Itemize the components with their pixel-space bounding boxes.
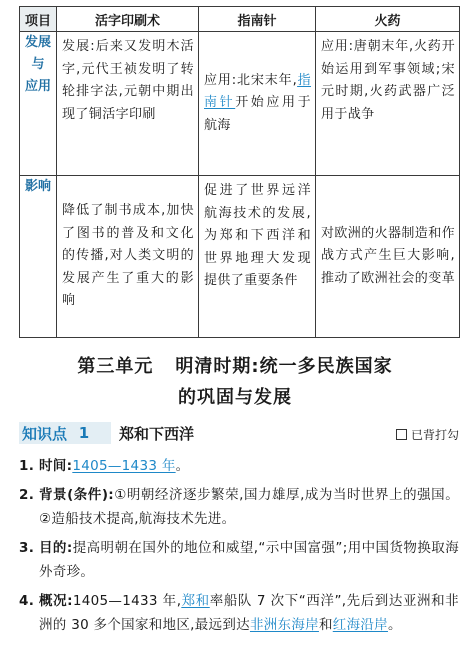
item-label: 概况: [39,593,73,609]
unit-title-line2: 的巩固与发展 [178,387,292,408]
item-text: 提高明朝在国外的地位和威望,“示中国富强”;用中国货物换取海外奇珍。 [39,540,459,580]
row-head-text: 与 [31,57,45,72]
item-label: 时间: [39,458,73,474]
cell-compass-development [199,32,316,176]
header-item: 项目 [20,7,57,32]
item-text: 和 [318,617,333,633]
item-text: 。 [175,458,190,474]
table-header-row [20,7,460,32]
item-label: 背景(条件): [39,487,114,503]
cell-text: 开始应用于航海 [204,95,311,133]
cell-printing-influence: 降低了制书成本,加快了图书的普及和文化的传播,对人类文明的发展产生了重大的影响 [57,176,199,338]
row-head-text: 应用 [24,79,51,94]
checkbox-label: 已背打勾 [410,428,459,442]
item-number: 1. [19,458,35,474]
knowledge-items-list [19,454,459,642]
table-row-influence [20,176,460,338]
list-item [19,536,459,584]
knowledge-point-number: 1 [78,424,90,442]
highlighted-keyword: 1405—1433 年 [72,458,176,474]
list-item [19,483,459,531]
cell-text: 应用:北宋末年, [204,72,298,88]
highlight-compass: 指南针 [204,72,311,111]
item-number: 2. [19,487,35,503]
highlighted-keyword: 郑和 [181,593,210,609]
row-head-development [20,32,57,176]
knowledge-point-tag [19,422,111,444]
item-text: 。 [387,617,402,633]
row-head-text: 发展 [24,35,51,50]
item-number: 4. [19,593,35,609]
header-gunpowder: 火药 [316,7,460,32]
inventions-comparison-table [19,6,460,338]
cell-printing-development: 发展:后来又发明木活字,元代王祯发明了转轮排字法,元朝中期出现了铜活字印刷 [57,32,199,176]
checkbox-icon[interactable] [396,429,407,440]
item-label: 目的: [39,540,73,556]
unit-title-text: 明清时期:统一多民族国家 [175,356,393,377]
table-row-development [20,32,460,176]
highlighted-keyword: 红海沿岸 [332,617,388,633]
row-head-influence: 影响 [20,176,57,338]
list-item [19,589,459,637]
item-number: 3. [19,540,35,556]
cell-gunpowder-development: 应用:唐朝末年,火药开始运用到军事领域;宋元时期,火药武器广泛用于战争 [316,32,460,176]
header-printing: 活字印刷术 [57,7,199,32]
knowledge-point-label: 知识点 [22,424,68,443]
item-text: 1405—1433 年, [72,593,182,609]
cell-gunpowder-influence: 对欧洲的火器制造和作战方式产生巨大影响,推动了欧洲社会的变革 [316,176,460,338]
unit-name: 第三单元 [77,356,154,377]
item-text: 率船队 7 次下“西洋”,先后到达亚洲和非洲的 30 多个国家和地区,最远到达 [39,593,459,633]
memorized-checkbox[interactable] [396,426,459,443]
cell-compass-influence: 促进了世界远洋航海技术的发展,为郑和下西洋和世界地理大发现提供了重要条件 [199,176,316,338]
header-compass: 指南针 [199,7,316,32]
knowledge-point-title: 郑和下西洋 [119,425,195,443]
item-text: ①明朝经济逐步繁荣,国力雄厚,成为当时世界上的强国。②造船技术提高,航海技术先进。 [39,487,459,527]
knowledge-point-bar [19,421,459,445]
unit-title-line1 [0,352,470,378]
list-item [19,454,459,478]
highlighted-keyword: 非洲东海岸 [249,617,319,633]
